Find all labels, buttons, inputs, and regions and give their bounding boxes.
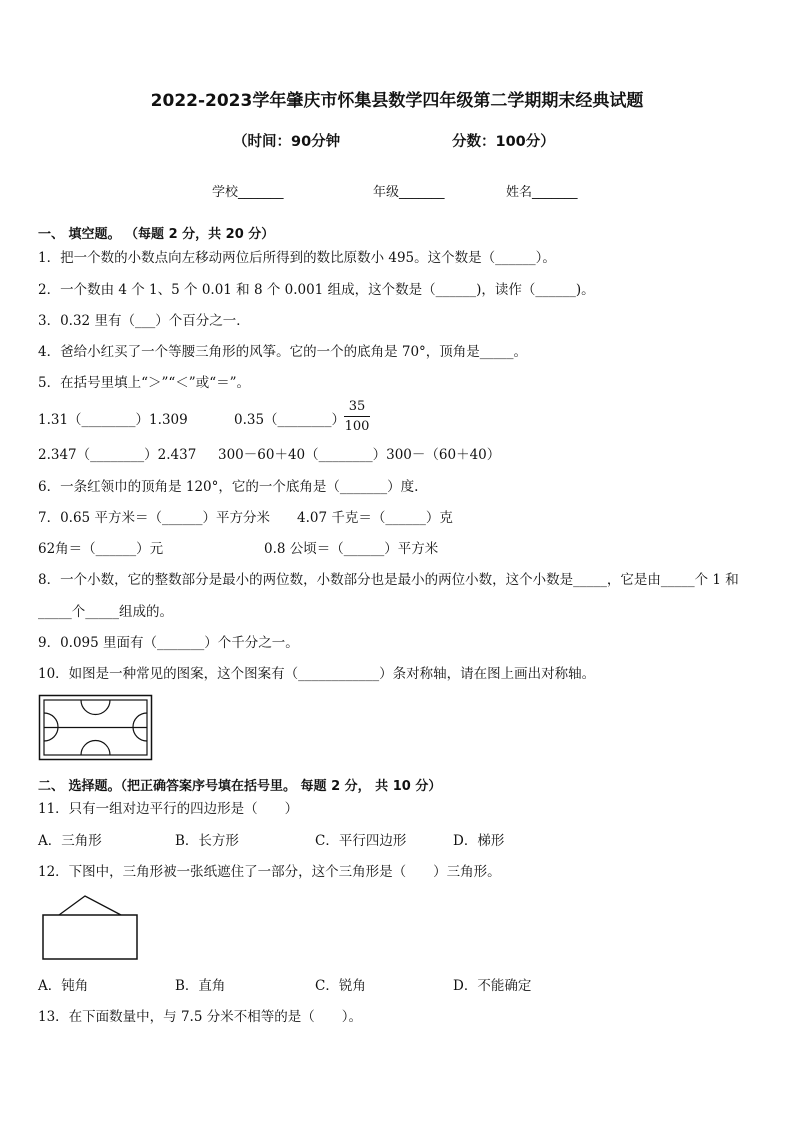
question-2: 2．一个数由 4 个 1、5 个 0.01 和 8 个 0.001 组成，这个数是（______)，读作（______)。 xyxy=(38,282,595,298)
question-12-option-c[interactable]: C．锐角 xyxy=(315,978,366,994)
question-12: 12．下图中，三角形被一张纸遮住了一部分，这个三角形是（ ）三角形。 xyxy=(38,864,501,880)
question-11: 11．只有一组对边平行的四边形是（ ） xyxy=(38,801,299,817)
question-11-option-a[interactable]: A．三角形 xyxy=(38,833,102,849)
covered-triangle-figure xyxy=(40,893,140,963)
question-4: 4．爸给小红买了一个等腰三角形的风筝。它的一个的底角是 70°，顶角是_____。 xyxy=(38,344,528,360)
name-field: 姓名_______ xyxy=(506,185,578,200)
question-5: 5．在括号里填上“＞”“＜”或“＝”。 xyxy=(38,375,250,391)
section-2-heading: 二、 选择题。（把正确答案序号填在括号里。 每题 2 分， 共 10 分） xyxy=(38,779,442,794)
fraction-denominator: 100 xyxy=(344,419,370,434)
question-5-d: 300－60＋40（________）300－（60＋40） xyxy=(218,447,501,463)
time-label: （时间：90分钟 xyxy=(233,134,341,150)
page-title: 2022-2023学年肇庆市怀集县数学四年级第二学期期末经典试题 xyxy=(150,91,644,111)
question-11-option-b[interactable]: B．长方形 xyxy=(175,833,239,849)
question-11-option-d[interactable]: D．梯形 xyxy=(453,833,505,849)
question-12-option-b[interactable]: B．直角 xyxy=(175,978,226,994)
symmetry-pattern-figure xyxy=(38,694,154,764)
question-7-a: 7．0.65 平方米＝（______）平方分米 xyxy=(38,510,270,526)
score-label: 分数：100分） xyxy=(452,134,555,150)
school-field: 学校_______ xyxy=(212,185,284,200)
section-1-heading: 一、 填空题。 （每题 2 分，共 20 分） xyxy=(38,227,275,242)
question-12-option-d[interactable]: D．不能确定 xyxy=(453,978,532,994)
question-5-a: 1.31（________）1.309 xyxy=(38,412,188,428)
question-7-b: 4.07 千克＝（______）克 xyxy=(297,510,453,526)
question-13: 13．在下面数量中，与 7.5 分米不相等的是（ ）。 xyxy=(38,1009,362,1025)
question-8-line2: _____个_____组成的。 xyxy=(38,604,173,620)
question-7-c: 62角＝（______）元 xyxy=(38,541,164,557)
fraction-numerator: 35 xyxy=(348,399,366,414)
question-7-d: 0.8 公顷＝（______）平方米 xyxy=(264,541,439,557)
question-12-option-a[interactable]: A．钝角 xyxy=(38,978,89,994)
question-10: 10．如图是一种常见的图案，这个图案有（____________）条对称轴，请在图上画出对称轴。 xyxy=(38,666,596,682)
question-3: 3．0.32 里有（___）个百分之一． xyxy=(38,313,250,329)
fraction-35-100 xyxy=(344,398,370,435)
question-6: 6．一条红领巾的顶角是 120°，它的一个底角是（_______）度. xyxy=(38,479,419,495)
question-5-b: 0.35（________） xyxy=(234,412,346,428)
question-9: 9．0.095 里面有（_______）个千分之一。 xyxy=(38,635,299,651)
question-1: 1．把一个数的小数点向左移动两位后所得到的数比原数小 495。这个数是（______）。 xyxy=(38,250,556,266)
question-8-line1: 8．一个小数，它的整数部分是最小的两位数，小数部分也是最小的两位小数，这个小数是_____，它是由_____个 1 和 xyxy=(38,572,739,588)
question-5-c: 2.347（________）2.437 xyxy=(38,447,197,463)
question-11-option-c[interactable]: C．平行四边形 xyxy=(315,833,407,849)
grade-field: 年级_______ xyxy=(373,185,445,200)
fraction-bar xyxy=(344,416,370,417)
